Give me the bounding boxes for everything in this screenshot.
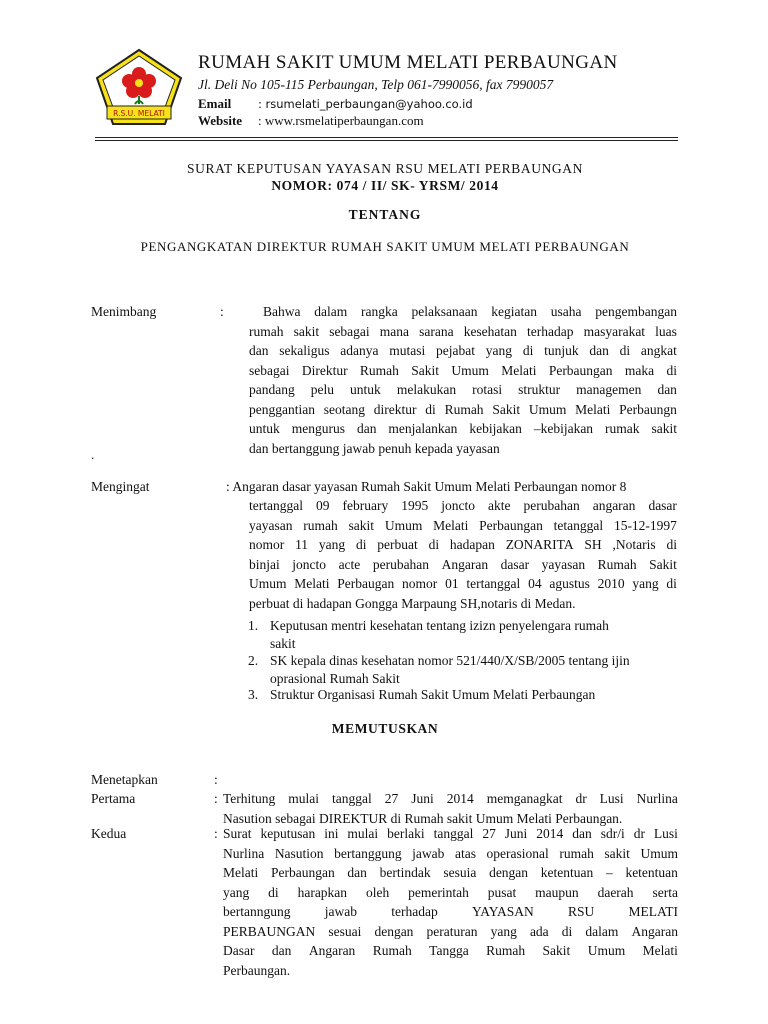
kedua-line: yang di harapkan oleh pemerintah pusat maupun daerah serta xyxy=(223,884,678,900)
mengingat-line: binjai joncto acte perubahan Angaran dasar yayasan Rumah Sakit xyxy=(249,556,677,572)
list-item-line: Keputusan mentri kesehatan tentang izizn penyelengara rumah xyxy=(270,618,609,633)
menimbang-colon: : xyxy=(220,304,224,319)
hospital-name: RUMAH SAKIT UMUM MELATI PERBAUNGAN xyxy=(198,52,618,73)
mengingat-first-line xyxy=(226,477,678,497)
hospital-address: Jl. Deli No 105-115 Perbaungan, Telp 061-7990056, fax 7990057 xyxy=(198,77,554,92)
decree-title: SURAT KEPUTUSAN YAYASAN RSU MELATI PERBAUNGAN xyxy=(187,161,583,176)
menimbang-label: Menimbang xyxy=(91,304,157,319)
menimbang-line: Bahwa dalam rangka pelaksanaan kegiatan usaha pengembangan xyxy=(263,304,677,319)
mengingat-line: perbuat di hadapan Gongga Marpaung SH,notaris di Medan. xyxy=(249,595,576,611)
email-row xyxy=(198,96,473,112)
kedua-line: Perbaungan. xyxy=(223,962,291,978)
menimbang-line: pandang pelu untuk melakukan rotasi struktur managemen dan xyxy=(249,382,677,397)
kedua-line: Dasar dan Angaran Rumah Tangga Rumah Sakit Umum Melati xyxy=(223,943,678,958)
mengingat-text xyxy=(249,496,677,613)
logo-caption: R.S.U. MELATI xyxy=(113,109,165,118)
menimbang-line: dan sekaligus adanya mutasi pejabat yang di tunjuk dan di angkat xyxy=(249,343,677,358)
tentang-heading: TENTANG xyxy=(348,207,422,222)
pertama-line: Nasution sebagai DIREKTUR di Rumah sakit Umum Melati Perbaungan. xyxy=(223,810,623,826)
list-item-number: 1. xyxy=(248,618,259,633)
pertama-text xyxy=(223,789,678,828)
pertama-line: Terhitung mulai tanggal 27 Juni 2014 memganagkat dr Lusi Nurlina xyxy=(223,791,678,806)
memutuskan-heading: MEMUTUSKAN xyxy=(331,721,439,736)
mengingat-line: nomor 11 yang di perbuat di hadapan ZONARITA SH ,Notaris di xyxy=(249,537,677,552)
mengingat-label: Mengingat xyxy=(91,479,150,494)
menetapkan-colon: : xyxy=(214,772,218,787)
mengingat-line: Umum Melati Perbaugan nomor 01 tertanggal 04 agustus 2010 yang di xyxy=(249,576,677,591)
kedua-line: bertanngung jawab terhadap YAYASAN RSU MELATI xyxy=(223,904,678,919)
header-divider-bottom xyxy=(95,140,678,141)
email-value: : rsumelati_perbaungan@yahoo.co.id xyxy=(258,97,473,111)
kedua-line: PERBAUNGAN sesuai dengan peraturan yang ada di dalam Angaran xyxy=(223,923,678,939)
header-divider-top xyxy=(95,137,678,138)
mengingat-line: yayasan rumah sakit Umum Melati Perbaungan tetanggal 15-12-1997 xyxy=(249,517,677,533)
list-item-line: sakit xyxy=(270,635,296,651)
kedua-label: Kedua xyxy=(91,826,127,841)
decree-subject: PENGANGKATAN DIREKTUR RUMAH SAKIT UMUM MELATI PERBAUNGAN xyxy=(140,239,630,254)
menimbang-line: dan bertanggung jawab penuh kepada yayasan xyxy=(249,440,500,456)
list-item-line: oprasional Rumah Sakit xyxy=(270,670,400,686)
website-row xyxy=(198,113,424,129)
kedua-line: Melati Perbaungan dan bertindak sesuia dengan ketentuan – ketentuan xyxy=(223,865,678,880)
kedua-colon: : xyxy=(214,826,218,841)
kedua-line: Nurlina Nasution bertanggung jawab atas operasional rumah sakit Umum xyxy=(223,845,678,861)
website-value: : www.rsmelatiperbaungan.com xyxy=(258,113,424,128)
menimbang-text xyxy=(249,302,677,458)
pertama-label: Pertama xyxy=(91,791,136,806)
menimbang-line: sebagai Direktur Rumah Sakit Umum Melati Perbaungan maka di xyxy=(249,362,677,378)
pertama-colon: : xyxy=(214,791,218,806)
list-item-line: Struktur Organisasi Rumah Sakit Umum Melati Perbaungan xyxy=(270,687,596,702)
list-item-line: SK kepala dinas kesehatan nomor 521/440/X/SB/2005 tentang ijin xyxy=(270,653,630,668)
list-item-text xyxy=(270,652,676,687)
decree-number: NOMOR: 074 / II/ SK- YRSM/ 2014 xyxy=(271,178,499,193)
menetapkan-label: Menetapkan xyxy=(91,772,158,787)
menimbang-line: penggantian seotang direktur di Rumah Sakit Umum Melati Perbaungn xyxy=(249,401,677,417)
stray-dot: . xyxy=(91,447,95,462)
mengingat-line: : Angaran dasar yayasan Rumah Sakit Umum Melati Perbaungan nomor 8 xyxy=(226,479,627,494)
kedua-text xyxy=(223,824,678,980)
website-label: Website xyxy=(198,113,243,128)
list-item-number: 2. xyxy=(248,653,259,668)
hospital-logo xyxy=(95,48,183,126)
kedua-line: Surat keputusan ini mulai berlaki tanggal 27 Juni 2014 dan sdr/i dr Lusi xyxy=(223,826,678,841)
mengingat-line: tertanggal 09 february 1995 joncto akte perubahan angaran dasar xyxy=(249,498,677,513)
menimbang-line: untuk mengurus dan menjalankan kebijakan –kebijakan rumak sakit xyxy=(249,421,677,436)
list-item-text xyxy=(270,686,676,704)
email-label: Email xyxy=(198,96,232,111)
list-item-text xyxy=(270,617,676,652)
menimbang-line: rumah sakit sebagai mana sarana kesehatan terhadap masyarakat luas xyxy=(249,323,677,339)
list-item-number: 3. xyxy=(248,687,259,702)
